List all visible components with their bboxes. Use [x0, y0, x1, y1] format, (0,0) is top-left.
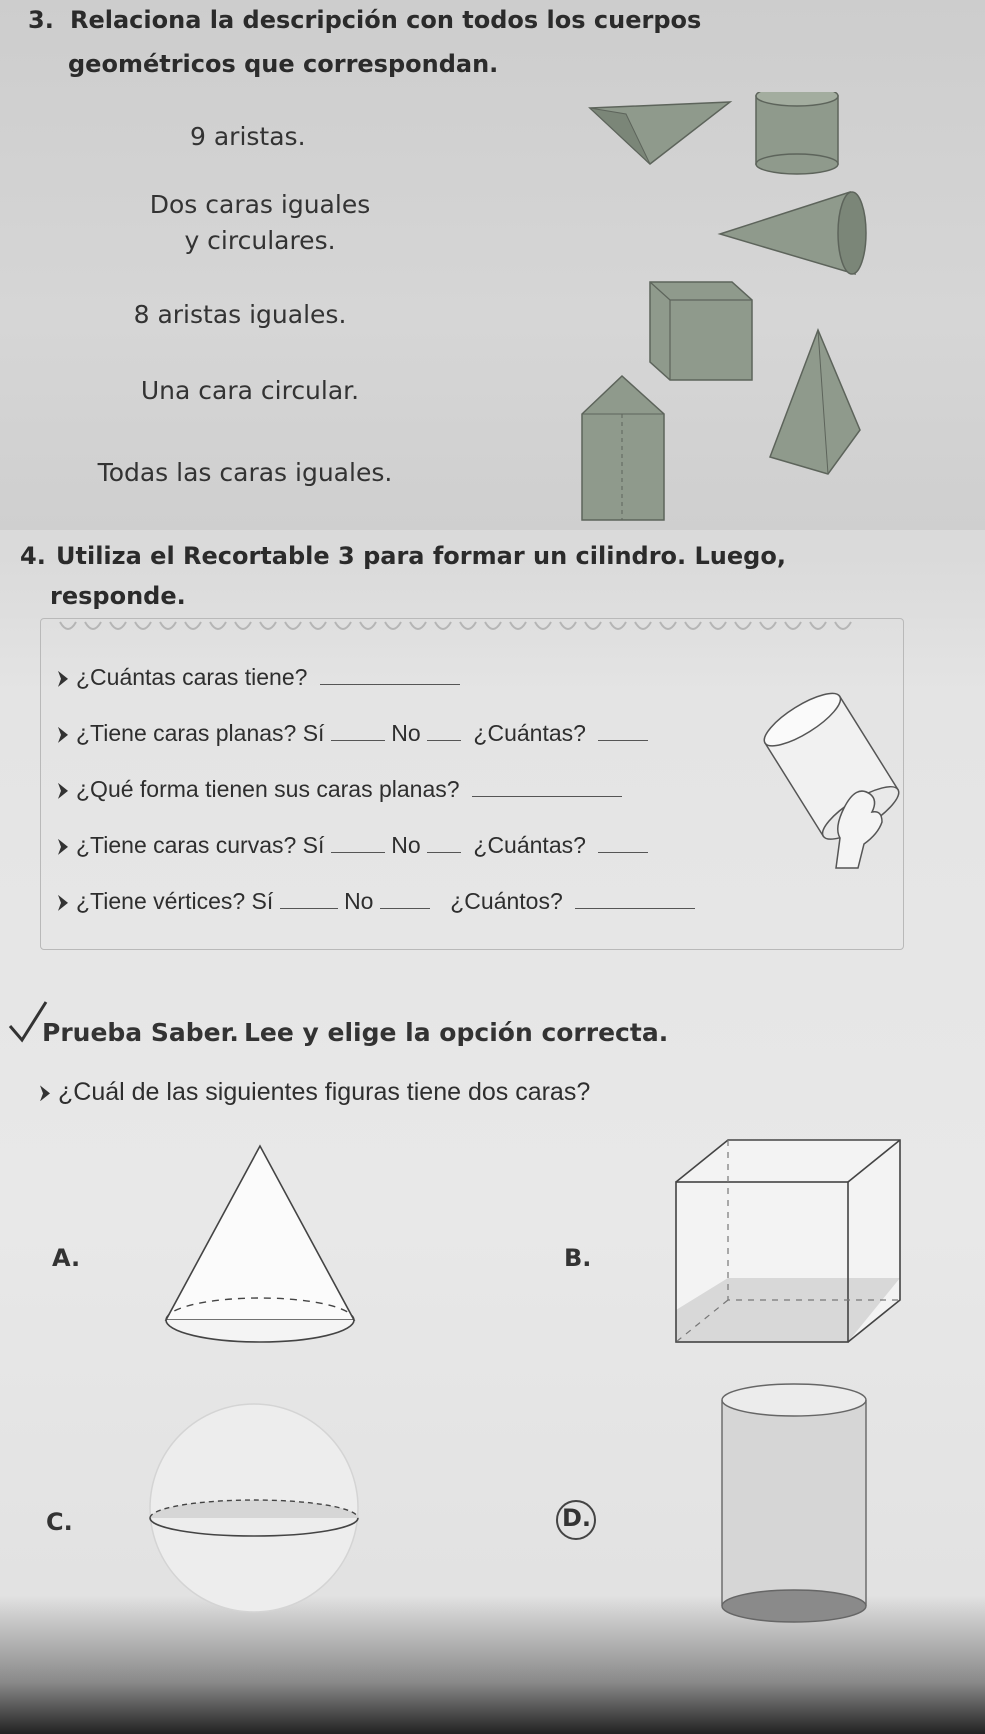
exercise-4-title-line2: responde. — [50, 582, 186, 610]
house-prism-shape[interactable] — [582, 376, 664, 520]
description-9-aristas: 9 aristas. — [190, 122, 306, 151]
description-caras-circulares-line2: y circulares. — [184, 226, 336, 255]
bullet-icon — [58, 727, 68, 743]
question-caras-curvas: ¿Tiene caras curvas? Sí No ¿Cuántas? — [58, 832, 648, 859]
answer-blank-planas-cuantas[interactable] — [598, 739, 648, 741]
lying-cone-shape[interactable] — [720, 192, 866, 274]
solids-group — [570, 92, 980, 522]
prueba-saber-brand: Prueba Saber. — [42, 1018, 239, 1047]
answer-blank-planas-no[interactable] — [427, 739, 461, 741]
option-d-label[interactable]: D. — [562, 1504, 592, 1532]
question-caras-tiene: ¿Cuántas caras tiene? — [58, 664, 460, 691]
answer-blank-curvas-cuantas[interactable] — [598, 851, 648, 853]
answer-blank-caras[interactable] — [320, 683, 460, 685]
answer-blank-vertices-no[interactable] — [380, 907, 430, 909]
saber-question: ¿Cuál de las siguientes figuras tiene dos caras? — [40, 1078, 590, 1107]
short-cylinder-shape[interactable] — [756, 92, 838, 174]
question-caras-planas: ¿Tiene caras planas? Sí No ¿Cuántas? — [58, 720, 648, 747]
exercise-4-title-line1: Utiliza el Recortable 3 para formar un cilindro. Luego, — [56, 542, 786, 570]
bullet-icon — [58, 895, 68, 911]
bullet-icon — [58, 839, 68, 855]
prueba-saber-heading — [42, 1018, 668, 1047]
answer-blank-planas-si[interactable] — [331, 739, 385, 741]
exercise-4-number: 4. — [20, 542, 46, 570]
answer-blank-vertices-si[interactable] — [280, 907, 338, 909]
answer-blank-forma[interactable] — [472, 795, 622, 797]
option-b-cube[interactable] — [668, 1130, 908, 1370]
option-d-cylinder[interactable] — [714, 1378, 874, 1638]
bullet-icon — [40, 1085, 50, 1101]
pyramid-shape[interactable] — [770, 330, 860, 474]
description-caras-iguales: Todas las caras iguales. — [97, 458, 393, 487]
exercise-3-title-line1: Relaciona la descripción con todos los cuerpos — [70, 6, 702, 34]
exercise-3-title-line2: geométricos que correspondan. — [68, 50, 499, 78]
option-b-label[interactable]: B. — [564, 1244, 592, 1272]
question-vertices: ¿Tiene vértices? Sí No ¿Cuántos? — [58, 888, 695, 915]
option-c-sphere[interactable] — [140, 1390, 380, 1630]
answer-blank-curvas-no[interactable] — [427, 851, 461, 853]
bullet-icon — [58, 783, 68, 799]
answer-blank-vertices-cuantos[interactable] — [575, 907, 695, 909]
option-a-label[interactable]: A. — [52, 1244, 81, 1272]
exercise-3-number: 3. — [28, 6, 54, 34]
question-forma-caras-planas: ¿Qué forma tienen sus caras planas? — [58, 776, 622, 803]
option-a-cone[interactable] — [150, 1140, 370, 1360]
bullet-icon — [58, 671, 68, 687]
cube-shape[interactable] — [650, 282, 752, 380]
notebook-scallop-edge — [55, 620, 875, 636]
option-c-label[interactable]: C. — [46, 1508, 73, 1536]
triangular-prism-shape[interactable] — [590, 102, 730, 164]
prueba-saber-instruction: Lee y elige la opción correcta. — [243, 1018, 669, 1047]
hand-holding-cylinder-illustration — [760, 690, 910, 870]
description-caras-circulares-line1: Dos caras iguales — [149, 190, 371, 219]
answer-blank-curvas-si[interactable] — [331, 851, 385, 853]
description-cara-circular: Una cara circular. — [140, 376, 360, 405]
description-8-aristas: 8 aristas iguales. — [133, 300, 347, 329]
